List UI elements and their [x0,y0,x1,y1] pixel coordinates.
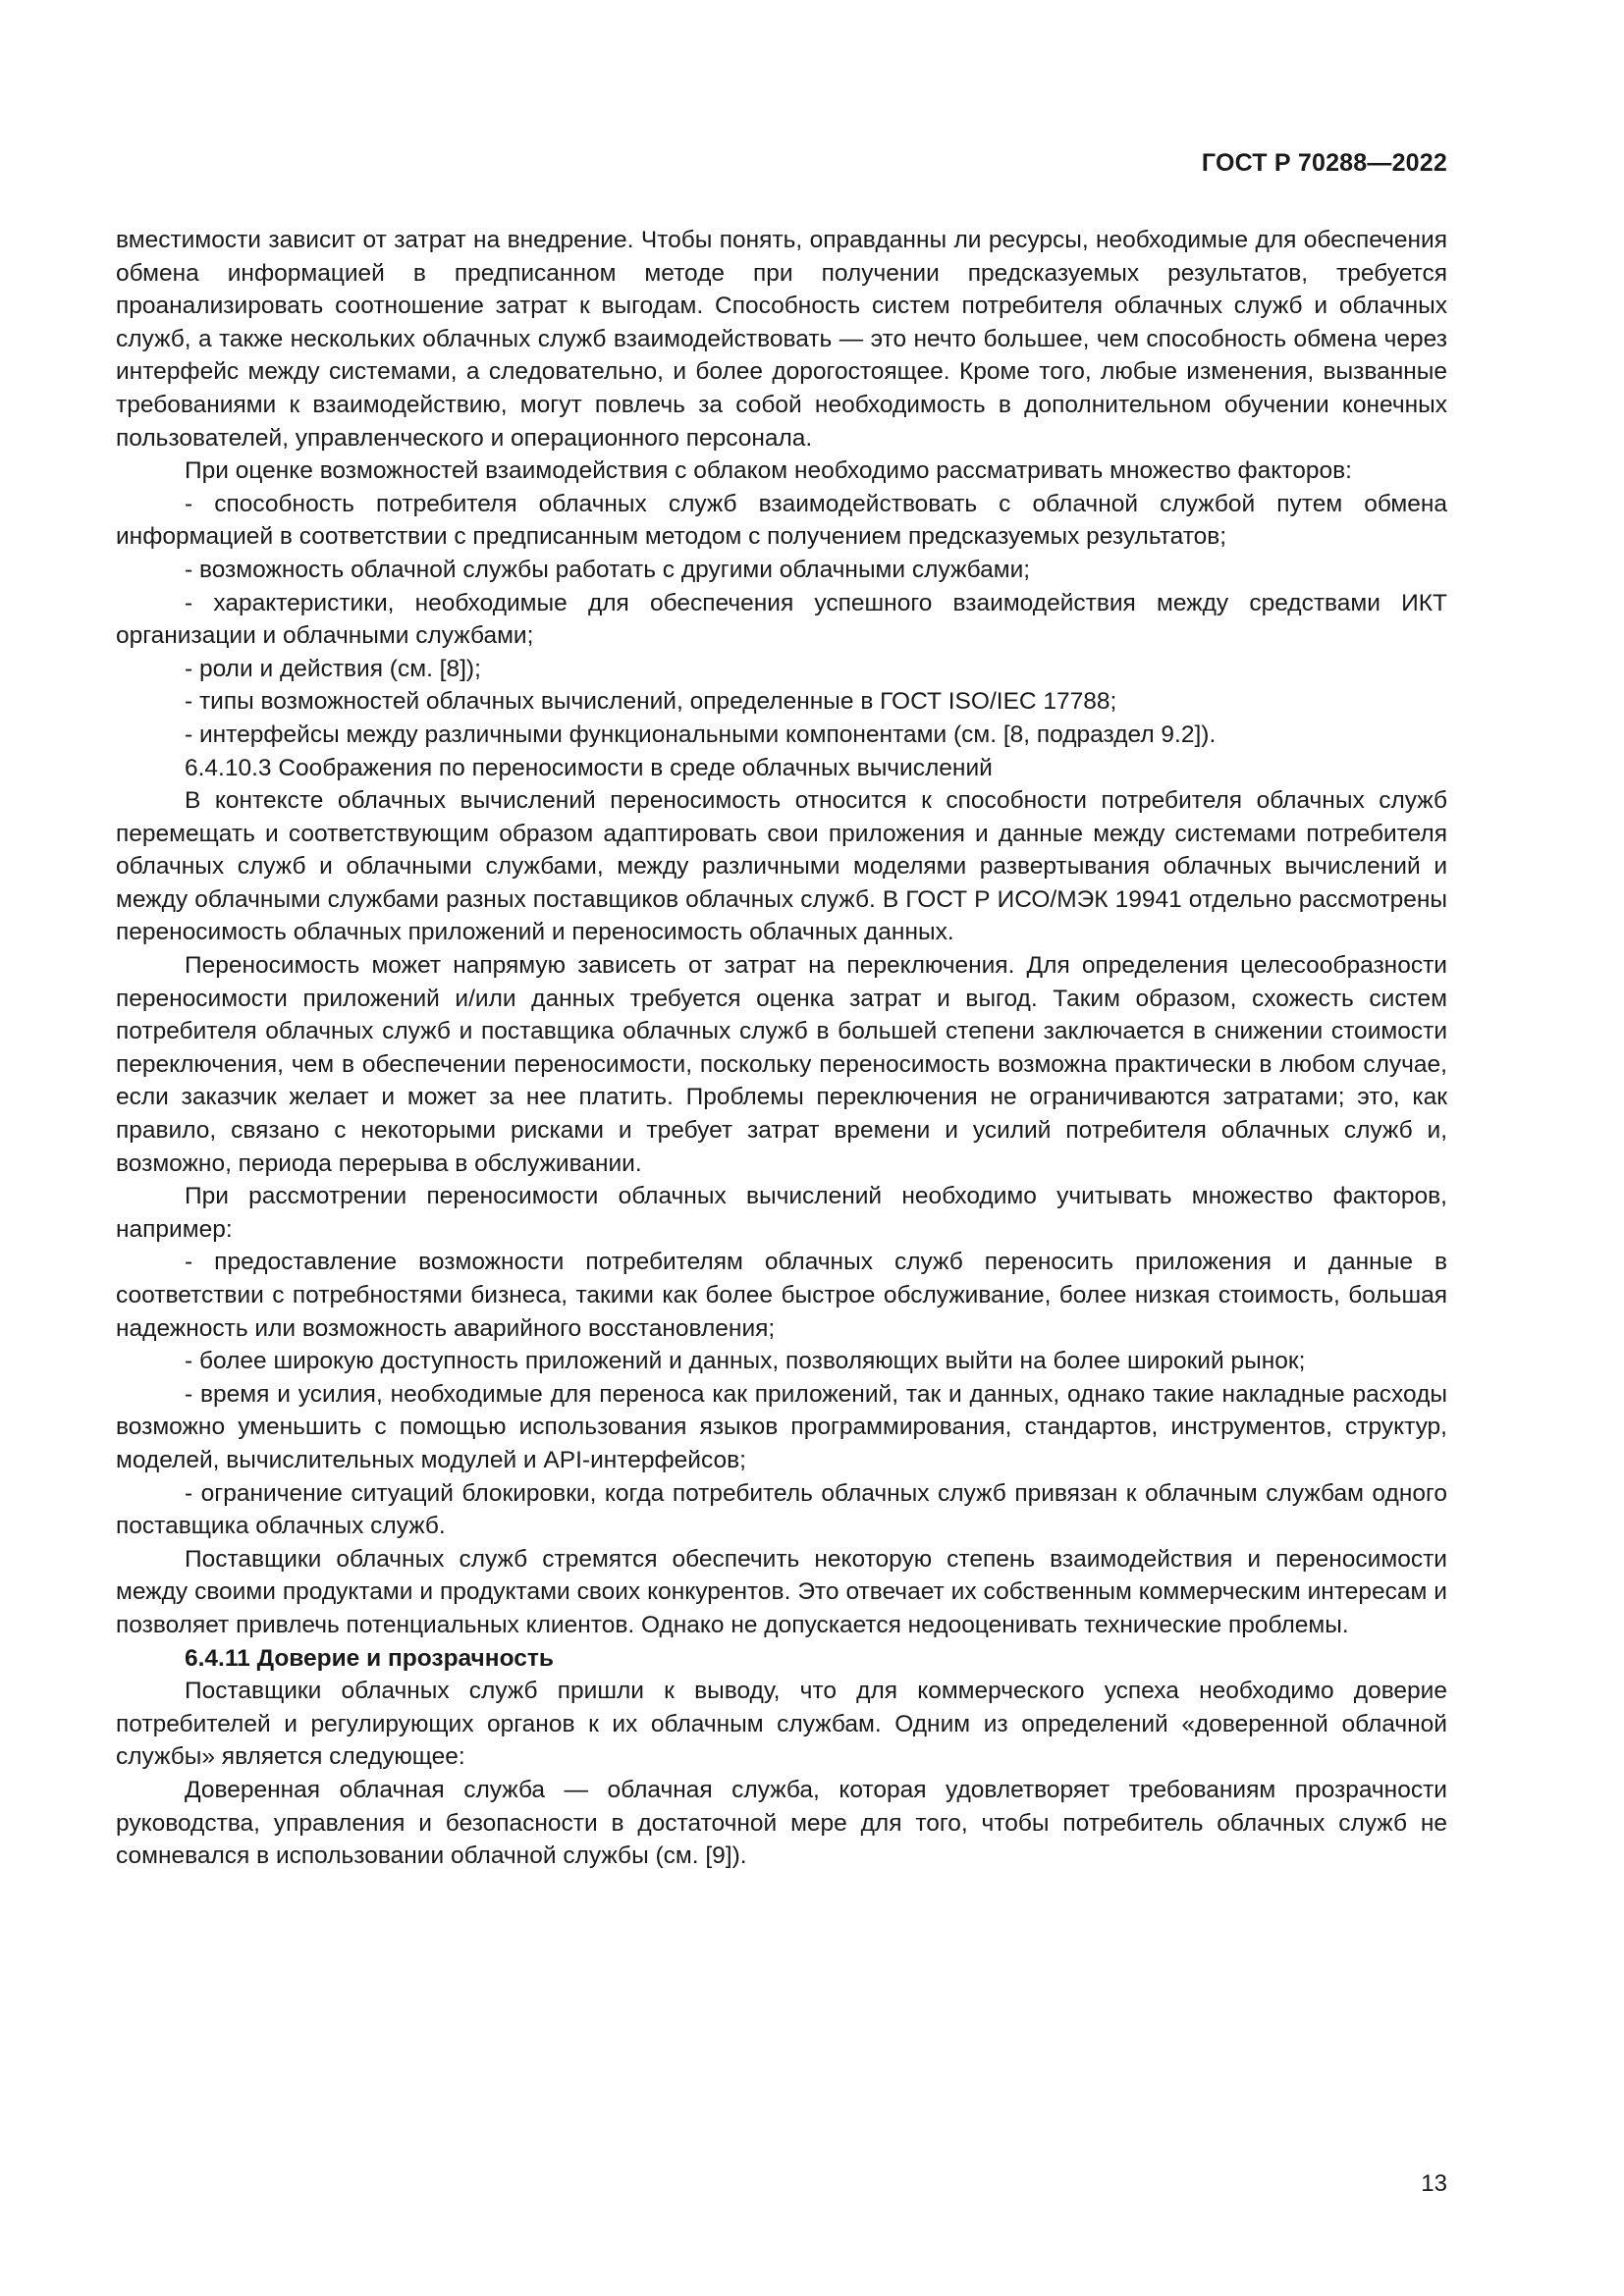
list-item: - характеристики, необходимые для обеспечения успешного взаимодействия между средствами ИКТ организации и облачными службами; [116,589,1447,650]
section-heading: 6.4.11 Доверие и прозрачность [185,1644,554,1672]
document-body [116,224,1447,1873]
paragraph: Поставщики облачных служб стремятся обеспечить некоторую степень взаимодействия и переносимости между своими продуктами и продуктами своих конкурентов. Это отвечает их собственным коммерческим интересам и позволяет привлечь потенциальных клиентов. Однако не допускается недооценивать технические проблемы. [116,1545,1447,1638]
list-item: - интерфейсы между различными функциональными компонентами (см. [8, подраздел 9.2]). [185,721,1217,748]
list-item: - возможность облачной службы работать с другими облачными службами; [185,556,1031,583]
paragraph: При оценке возможностей взаимодействия с облаком необходимо рассматривать множество факторов: [185,457,1352,485]
paragraph: вместимости зависит от затрат на внедрение. Чтобы понять, оправданны ли ресурсы, необходимые для обеспечения обмена информацией в предписанном методе при получении предсказуемых результатов, требуется проанализировать соотношение затрат к выгодам. Способность систем потребителя облачных служб и облачных служб, а также нескольких облачных служб взаимодействовать — это нечто большее, чем способность обмена через интерфейс между системами, а следовательно, и более дорогостоящее. Кроме того, любые изменения, вызванные требованиями к взаимодействию, могут повлечь за собой необходимость в дополнительном обучении конечных пользователей, управленческого и операционного персонала. [116,227,1447,452]
list-item: - время и усилия, необходимые для переноса как приложений, так и данных, однако такие накладные расходы возможно уменьшить с помощью использования языков программирования, стандартов, инструментов, структур, моделей, вычислительных модулей и API-интерфейсов; [116,1380,1447,1473]
list-item: - типы возможностей облачных вычислений, определенные в ГОСТ ISO/IEC 17788; [185,688,1117,716]
list-item: - предоставление возможности потребителям облачных служб переносить приложения и данные в соответствии с потребностями бизнеса, такими как более быстрое обслуживание, более низкая стоимость, большая надежность или возможность аварийного восстановления; [116,1249,1447,1342]
paragraph: При рассмотрении переносимости облачных вычислений необходимо учитывать множество факторов, например: [116,1183,1447,1243]
subsection-heading: 6.4.10.3 Соображения по переносимости в среде облачных вычислений [185,754,993,781]
list-item: - роли и действия (см. [8]); [185,655,481,682]
paragraph: Переносимость может напрямую зависеть от затрат на переключения. Для определения целесообразности переносимости приложений и/или данных требуется оценка затрат и выгод. Таким образом, схожесть систем потребителя облачных служб и поставщика облачных служб в большей степени заключается в снижении стоимости переключения, чем в обеспечении переносимости, поскольку переносимость возможна практически в любом случае, если заказчик желает и может за нее платить. Проблемы переключения не ограничиваются затратами; это, как правило, связано с некоторыми рисками и требует затрат времени и усилий потребителя облачных служб и, возможно, периода перерыва в обслуживании. [116,952,1447,1177]
document-header-id: ГОСТ Р 70288—2022 [1201,149,1447,177]
page-number: 13 [1421,2170,1447,2197]
paragraph: Поставщики облачных служб пришли к выводу, что для коммерческого успеха необходимо доверие потребителей и регулирующих органов к их облачным службам. Одним из определений «доверенной облачной службы» является следующее: [116,1678,1447,1771]
list-item: - ограничение ситуаций блокировки, когда потребитель облачных служб привязан к облачным службам одного поставщика облачных служб. [116,1479,1447,1540]
list-item: - способность потребителя облачных служб взаимодействовать с облачной службой путем обмена информацией в соответствии с предписанным методом с получением предсказуемых результатов; [116,490,1447,551]
paragraph: Доверенная облачная служба — облачная служба, которая удовлетворяет требованиям прозрачности руководства, управления и безопасности в достаточной мере для того, чтобы потребитель облачных служб не сомневался в использовании облачной службы (см. [9]). [116,1776,1447,1870]
list-item: - более широкую доступность приложений и данных, позволяющих выйти на более широкий рынок; [185,1348,1306,1375]
paragraph: В контексте облачных вычислений переносимость относится к способности потребителя облачных служб перемещать и соответствующим образом адаптировать свои приложения и данные между системами потребителя облачных служб и облачными службами, между различными моделями развертывания облачных вычислений и между облачными службами разных поставщиков облачных служб. В ГОСТ Р ИСО/МЭК 19941 отдельно рассмотрены переносимость облачных приложений и переносимость облачных данных. [116,787,1447,946]
